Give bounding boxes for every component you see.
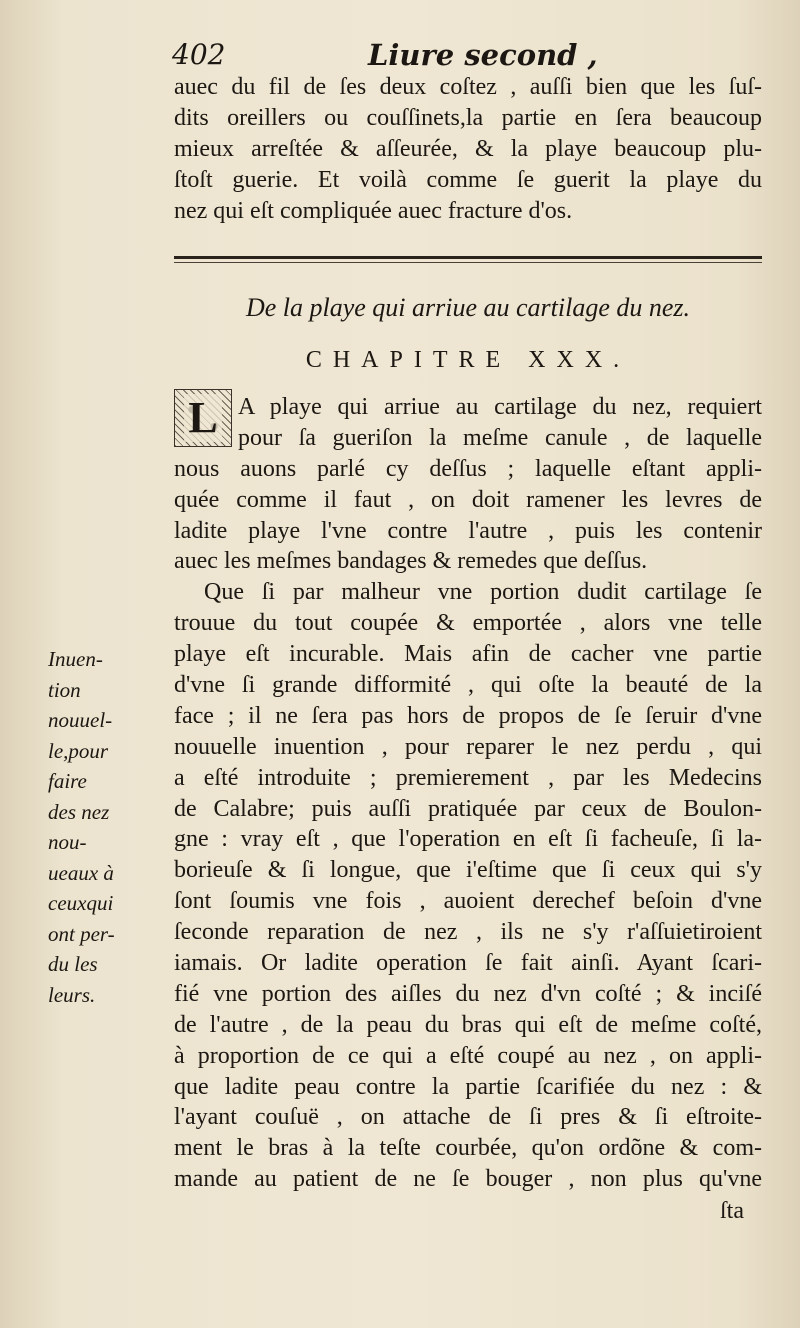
margin-line: ueaux à: [48, 860, 114, 885]
text-line: iamais. Or ladite operation ſe fait ainſi. Ayant ſcari-: [174, 950, 762, 977]
text-line: borieuſe & ſi longue, que i'eſtime que ſi ceux qui s'y: [174, 857, 762, 884]
margin-line: ont per-: [48, 921, 115, 946]
text-line: auec du fil de ſes deux coſtez , auſſi bien que les ſuſ-: [174, 74, 762, 100]
text-line: ment le bras à la teſte courbée, qu'on ordõne & com-: [174, 1135, 762, 1162]
text-line: ſtoſt guerie. Et voilà comme ſe guerit la playe du: [174, 166, 762, 193]
text-line: nous auons parlé cy deſſus ; laquelle eſtant appli-: [174, 455, 762, 482]
text-line: mieux arreſtée & aſſeurée, & la playe beaucoup plu-: [174, 135, 762, 162]
text-line: de l'autre , de la peau du bras qui eſt de meſme coſté,: [174, 1011, 762, 1038]
margin-line: du les: [48, 952, 98, 976]
chapter-number: CHAPITRE XXX.: [305, 347, 631, 373]
margin-line: faire: [48, 769, 87, 793]
text-line: ſeconde reparation de nez , ils ne s'y r'aſſuietiroient: [174, 919, 762, 946]
text-line: que ladite peau contre la partie ſcarifiée du nez : &: [174, 1073, 762, 1100]
text-line: face ; il ne ſera pas hors de propos de ſe ſeruir d'vne: [174, 702, 762, 729]
text-line: nez qui eſt compliquée auec fracture d'os.: [174, 197, 573, 224]
text-line: a eſté introduite ; premierement , par les Medecins: [174, 764, 762, 791]
text-line: de Calabre; puis auſſi pratiquée par ceux de Boulon-: [174, 795, 762, 822]
text-line: quée comme il faut , on doit ramener les levres de: [174, 486, 762, 513]
page-number: 402: [172, 38, 226, 71]
section-divider-thin: [174, 262, 762, 263]
text-line: dits oreillers ou couſſinets,la partie en ſera beaucoup: [174, 104, 762, 131]
text-line: ſont ſoumis vne fois , auoient derechef beſoin d'vne: [174, 888, 762, 915]
catchword: ſta: [720, 1198, 744, 1224]
text-line: auec les meſmes bandages & remedes que deſſus.: [174, 548, 648, 575]
text-line: pour ſa gueriſon la meſme canule , de laquelle: [238, 424, 762, 451]
section-divider: [174, 256, 762, 259]
margin-line: nouuel-: [48, 708, 113, 732]
text-line: nouuelle inuention , pour reparer le nez perdu , qui: [174, 733, 762, 760]
margin-line: nou-: [48, 830, 87, 854]
margin-line: Inuen-: [48, 647, 103, 671]
text-line: A playe qui arriue au cartilage du nez, requiert: [238, 394, 762, 420]
margin-line: leurs.: [48, 982, 96, 1007]
initial-letter: L: [184, 394, 221, 442]
text-line: fié vne portion des aiſles du nez d'vn coſté ; & inciſé: [174, 980, 762, 1007]
chapter-body: [174, 392, 762, 1195]
text-line: à proportion de ce qui a eſté coupé au nez , on appli-: [174, 1042, 762, 1069]
text-line: d'vne ſi grande difformité , qui oſte la beauté de la: [174, 672, 762, 699]
text-line: gne : vray eſt , que l'operation en eſt ſi facheuſe, ſi la-: [174, 826, 762, 853]
margin-line: le,pour: [48, 738, 109, 763]
text-line: Que ſi par malheur vne portion dudit cartilage ſe: [204, 579, 762, 606]
marginal-note: [48, 644, 153, 1010]
running-title: Liure second ,: [368, 38, 598, 72]
chapter-title: De la playe qui arriue au cartilage du nez.: [245, 293, 691, 322]
text-line: ladite playe l'vne contre l'autre , puis les contenir: [174, 517, 762, 544]
text-line: l'ayant couſuë , on attache de ſi pres & ſi eſtroite-: [174, 1104, 762, 1131]
text-line: trouue du tout coupée & emportée , alors vne telle: [174, 610, 762, 637]
margin-line: tion: [48, 677, 81, 702]
continued-paragraph: [174, 72, 762, 226]
margin-line: des nez: [48, 799, 110, 824]
text-line: mande au patient de ne ſe bouger , non plus qu'vne: [174, 1166, 762, 1193]
text-line: playe eſt incurable. Mais afin de cacher vne partie: [174, 641, 762, 668]
margin-line: ceuxqui: [48, 891, 114, 915]
